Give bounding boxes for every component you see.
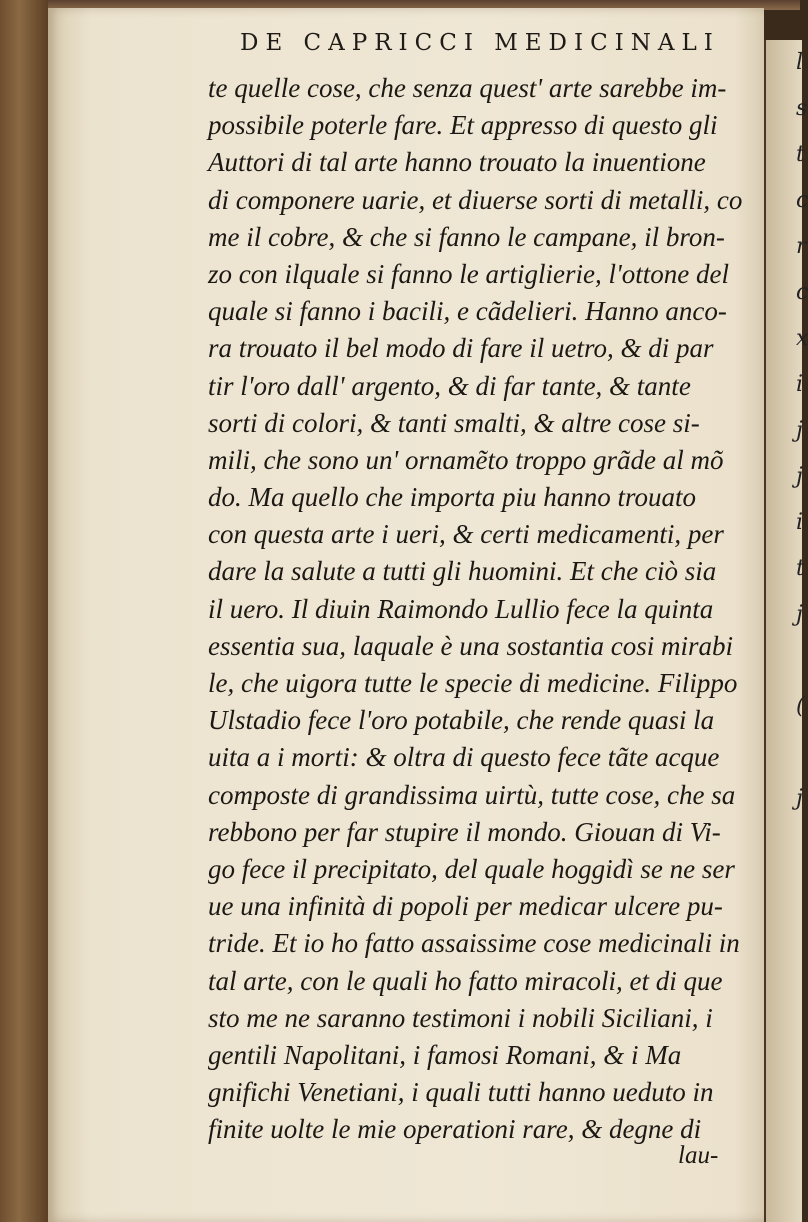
text-line: il uero. Il diuin Raimondo Lullio fece la quinta <box>208 593 714 624</box>
facing-page-fragment: ( <box>796 694 805 719</box>
catchword: lau- <box>678 1142 719 1169</box>
text-line: tir l'oro dall' argento, & di far tante, & tante <box>208 370 691 401</box>
text-line: le, che uigora tutte le specie di medicine. Filippo <box>208 668 738 698</box>
text-line: essentia sua, laquale è una sostantia cosi mirabi <box>208 630 733 661</box>
text-line: rebbono per far stupire il mondo. Giouan di Vi- <box>208 816 721 847</box>
facing-page-fragment: s <box>796 96 808 121</box>
text-line: zo con ilquale si fanno le artiglierie, l'ottone del <box>208 258 729 289</box>
facing-page-edge <box>764 40 808 1222</box>
text-line: composte di grandissima uirtù, tutte cose, che sa <box>208 779 736 810</box>
text-line: uita a i morti: & oltra di questo fece tãte acque <box>208 742 720 773</box>
facing-page-fragment: c <box>796 280 808 305</box>
facing-page-fragment <box>766 638 802 684</box>
facing-page-fragment: t <box>796 142 805 167</box>
text-line: finite uolte le mie operationi rare, & degne di <box>208 1114 702 1145</box>
text-line: con questa arte i ueri, & certi medicamenti, per <box>208 519 724 550</box>
text-line: go fece il precipitato, del quale hoggidì se ne ser <box>208 853 735 884</box>
text-line: me il cobre, & che si fanno le campane, il bron- <box>208 221 725 252</box>
text-line: gnifichi Venetiani, i quali tutti hanno ueduto in <box>208 1077 714 1108</box>
book-binding <box>0 0 48 1222</box>
facing-page-fragment: j <box>796 602 803 627</box>
facing-page-fragment: j <box>796 418 803 443</box>
facing-page-fragment: i <box>796 510 804 535</box>
text-line: ra trouato il bel modo di fare il uetro, & di par <box>208 333 714 364</box>
facing-page-fragment: t <box>796 556 805 581</box>
text-line: tal arte, con le quali ho fatto miracoli, et di que <box>208 965 723 996</box>
facing-page-fragment: i <box>796 372 804 397</box>
text-line: dare la salute a tutti gli huomini. Et che ciò sia <box>208 556 717 587</box>
facing-page-fragment: j <box>796 464 803 489</box>
text-line: mili, che sono un' ornamẽto troppo grãde al mõ <box>208 444 724 475</box>
text-line: te quelle cose, che senza quest' arte sarebbe im- <box>208 73 727 103</box>
text-block <box>208 70 748 1148</box>
facing-page-fragment <box>766 730 802 776</box>
text-line: do. Ma quello che importa piu hanno trouato <box>208 482 696 513</box>
text-line: Auttori di tal arte hanno trouato la inuentione <box>208 147 706 178</box>
text-line: sto me ne saranno testimoni i nobili Siciliani, i <box>208 1002 713 1033</box>
text-line: quale si fanno i bacili, e cãdelieri. Hanno anco- <box>208 296 727 327</box>
text-line: gentili Napolitani, i famosi Romani, & i Ma <box>208 1039 682 1070</box>
text-line: ue una infinità di popoli per medicar ulcere pu- <box>208 891 723 922</box>
text-line: di componere uarie, et diuerse sorti di metalli, co <box>208 184 743 215</box>
text-line: sorti di colori, & tanti smalti, & altre cose si- <box>208 407 700 438</box>
text-line: possibile poterle fare. Et appresso di questo gli <box>208 110 718 141</box>
text-line: tride. Et io ho fatto assaissime cose medicinali in <box>208 928 740 959</box>
facing-page-fragment: r <box>796 234 807 259</box>
facing-page-fragment: l <box>796 50 804 75</box>
facing-page-fragment: x <box>796 326 808 351</box>
facing-page-fragment: c <box>796 188 808 213</box>
text-line: Ulstadio fece l'oro potabile, che rende quasi la <box>208 705 715 736</box>
facing-page-fragment: j <box>796 786 803 811</box>
running-head: DE CAPRICCI MEDICINALI <box>240 30 720 56</box>
